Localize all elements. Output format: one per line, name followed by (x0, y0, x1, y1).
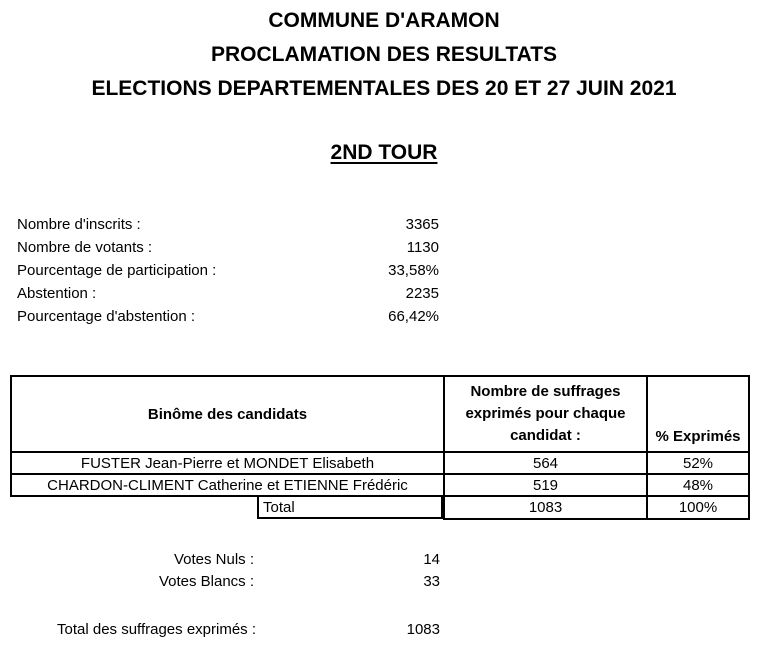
stat-value-abstention: 2235 (405, 285, 439, 302)
blancs-label: Votes Blancs : (158, 573, 254, 590)
tour-heading: 2ND TOUR (330, 141, 438, 164)
candidate-pct: 48% (647, 474, 749, 496)
stat-label-pct-abstention: Pourcentage d'abstention : (17, 308, 195, 325)
total-votes: 1083 (444, 496, 647, 519)
header-commune: COMMUNE D'ARAMON (268, 9, 500, 32)
stat-value-participation: 33,58% (388, 262, 439, 279)
stat-value-votants: 1130 (406, 239, 439, 256)
candidate-name: FUSTER Jean-Pierre et MONDET Elisabeth (11, 452, 444, 474)
candidate-name: CHARDON-CLIMENT Catherine et ETIENNE Frédéric (11, 474, 444, 496)
table-total-row (11, 496, 749, 519)
results-table (10, 375, 750, 520)
header-pct: % Exprimés (647, 376, 749, 452)
stat-label-inscrits: Nombre d'inscrits : (17, 216, 141, 233)
candidate-votes: 519 (444, 474, 647, 496)
candidate-votes: 564 (444, 452, 647, 474)
total-pct: 100% (647, 496, 749, 519)
exprimes-value: 1083 (406, 621, 440, 638)
header-proclamation: PROCLAMATION DES RESULTATS (210, 43, 558, 66)
stat-value-inscrits: 3365 (405, 216, 439, 233)
candidate-pct: 52% (647, 452, 749, 474)
exprimes-label: Total des suffrages exprimés : (57, 621, 256, 638)
header-elections: ELECTIONS DEPARTEMENTALES DES 20 ET 27 JUIN 2021 (91, 77, 677, 100)
table-row (11, 452, 749, 474)
stat-label-participation: Pourcentage de participation : (17, 262, 217, 279)
header-votes: Nombre de suffrages exprimés pour chaque candidat : (444, 376, 647, 452)
blancs-value: 33 (423, 573, 440, 590)
header-candidates: Binôme des candidats (11, 376, 444, 452)
nuls-label: Votes Nuls : (173, 551, 254, 568)
stat-value-pct-abstention: 66,42% (388, 308, 439, 325)
stat-label-votants: Nombre de votants : (17, 239, 153, 256)
table-row (11, 474, 749, 496)
nuls-value: 14 (423, 551, 440, 568)
total-cell-wrapper (11, 496, 444, 519)
stat-label-abstention: Abstention : (17, 285, 97, 302)
total-label: Total (257, 497, 443, 519)
table-header-row (11, 376, 749, 452)
